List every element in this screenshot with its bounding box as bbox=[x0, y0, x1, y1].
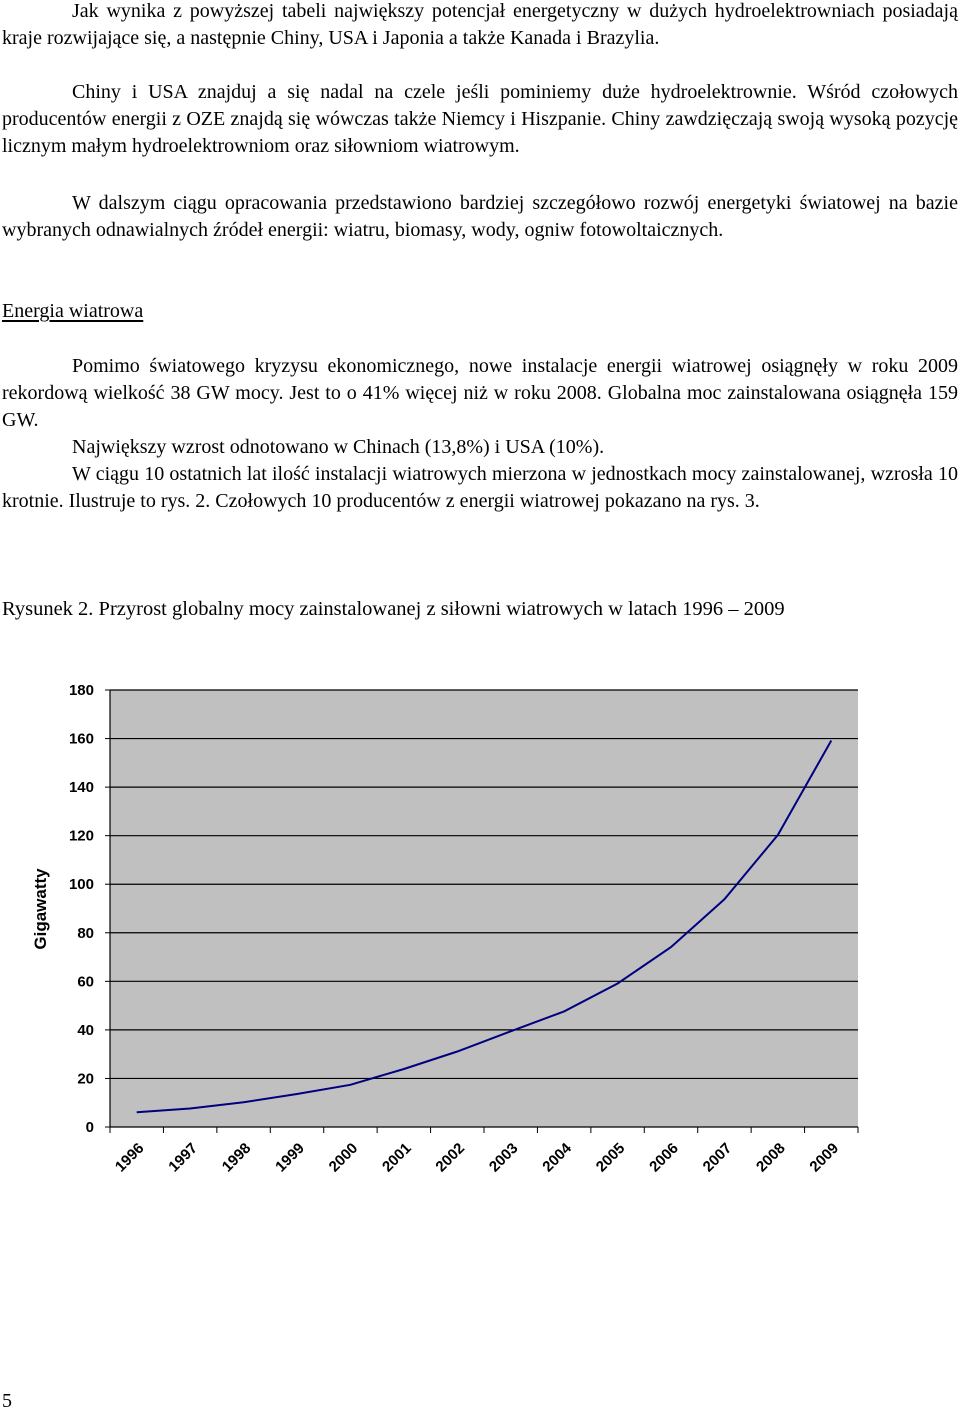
y-tick-label: 0 bbox=[85, 1119, 94, 1136]
plot-area bbox=[110, 690, 858, 1127]
x-tick-label-2004: 2004 bbox=[539, 1139, 575, 1176]
y-tick-label: 140 bbox=[68, 779, 94, 797]
section-paragraph-1: Pomimo światowego kryzysu ekonomicznego, nowe instalacje energii wiatrowej osiągnęły w roku 2009 rekordową wielkość 38 GW mocy. Jest to o 41% więcej niż w roku 2008. Globalna moc zainstalowana osiągnęła 159 GW. bbox=[2, 355, 958, 431]
y-tick-label: 80 bbox=[77, 924, 94, 942]
section-paragraph-2: Największy wzrost odnotowano w Chinach (13,8%) i USA (10%). bbox=[72, 436, 605, 458]
wind-capacity-line-chart bbox=[0, 660, 960, 1220]
x-tick-label-2003: 2003 bbox=[485, 1139, 522, 1176]
x-tick-label-1996: 1996 bbox=[111, 1139, 148, 1176]
x-tick-label-2000: 2000 bbox=[325, 1139, 362, 1176]
x-tick-label-2009: 2009 bbox=[806, 1139, 843, 1176]
x-tick-label-2005: 2005 bbox=[592, 1139, 629, 1176]
x-tick-label-1997: 1997 bbox=[165, 1139, 201, 1176]
x-tick-label-2002: 2002 bbox=[432, 1139, 469, 1176]
x-tick-labels bbox=[112, 1139, 842, 1175]
y-tick-label: 40 bbox=[77, 1021, 94, 1039]
y-tick-labels bbox=[69, 682, 94, 1136]
y-axis-label: Gigawatty bbox=[31, 868, 50, 950]
intro-paragraph-2: Chiny i USA znajduj a się nadal na czele jeśli pominiemy duże hydroelektrownie. Wśród czołowych producentów energii z OZE znajdą się wówczas także Niemcy i Hiszpanie. Chiny zawdzięczają swoją wysoką pozycję licznym małym hydroelektrowniom oraz siłowniom wiatrowym. bbox=[2, 81, 958, 157]
intro-paragraph-3: W dalszym ciągu opracowania przedstawiono bardziej szczegółowo rozwój energetyki światowej na bazie wybranych odnawialnych źródeł energii: wiatru, biomasy, wody, ogniw fotowoltaicznych. bbox=[2, 192, 958, 241]
y-tick-label: 60 bbox=[77, 973, 94, 991]
x-tick-label-2006: 2006 bbox=[646, 1139, 682, 1176]
x-tick-label-2001: 2001 bbox=[379, 1139, 415, 1176]
intro-paragraph-1: Jak wynika z powyższej tabeli największy potencjał energetyczny w dużych hydroelektrowniach posiadają kraje rozwijające się, a następnie Chiny, USA i Japonia a także Kanada i Brazylia. bbox=[2, 0, 958, 49]
y-tick-label: 120 bbox=[68, 827, 94, 845]
x-tick-label-2008: 2008 bbox=[753, 1139, 789, 1176]
y-tick-label: 100 bbox=[68, 876, 94, 894]
page-number: 5 bbox=[2, 1390, 12, 1412]
y-tick-label: 20 bbox=[77, 1070, 94, 1088]
section-heading: Energia wiatrowa bbox=[2, 300, 144, 322]
figure-caption: Rysunek 2. Przyrost globalny mocy zainstalowanej z siłowni wiatrowych w latach 1996 – 2009 bbox=[2, 598, 785, 620]
section-paragraph-3: W ciągu 10 ostatnich lat ilość instalacji wiatrowych mierzona w jednostkach mocy zainstalowanej, wzrosła 10 krotnie. Ilustruje to rys. 2. Czołowych 10 producentów z energii wiatrowej pokazano na rys. 3. bbox=[2, 463, 958, 512]
x-tick-label-1999: 1999 bbox=[272, 1139, 308, 1176]
y-tick-label: 180 bbox=[68, 682, 94, 699]
x-tick-label-2007: 2007 bbox=[699, 1139, 736, 1176]
y-tick-label: 160 bbox=[68, 730, 94, 748]
x-tick-label-1998: 1998 bbox=[218, 1139, 255, 1176]
